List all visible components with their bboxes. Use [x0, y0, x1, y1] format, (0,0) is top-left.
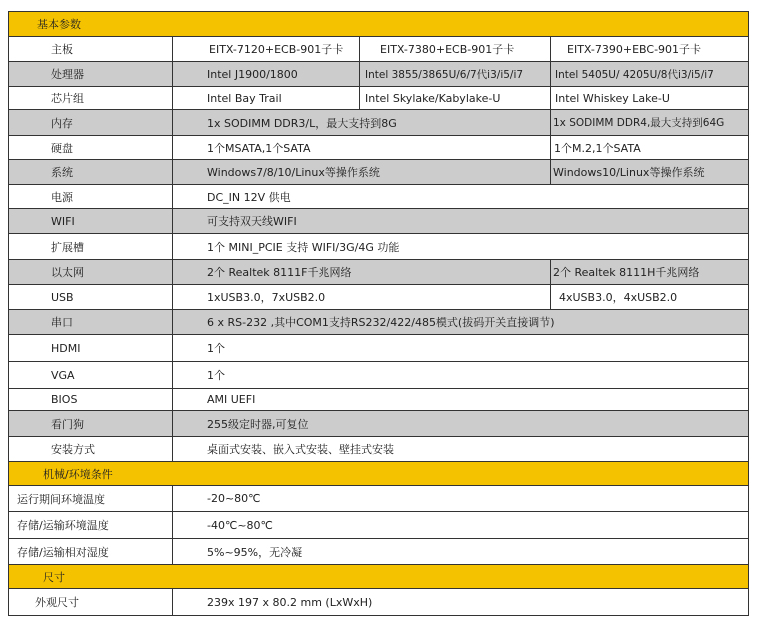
row-usb	[9, 285, 748, 310]
row-label: 扩展槽	[51, 240, 84, 254]
row-label: HDMI	[51, 341, 81, 355]
section-title: 尺寸	[43, 570, 65, 584]
row-label: 处理器	[51, 68, 84, 81]
row-label: 系统	[51, 166, 73, 179]
row-label: 电源	[51, 190, 73, 204]
cell-col1: AMI UEFI	[172, 389, 748, 410]
row-memory	[9, 110, 748, 136]
row-power	[9, 185, 748, 209]
cell-col2: Intel 3855/3865U/6/7代i3/i5/i7	[359, 62, 550, 86]
row-serial	[9, 310, 748, 335]
row-cpu	[9, 62, 748, 87]
row-board	[9, 37, 748, 62]
row-bios	[9, 389, 748, 411]
row-slot	[9, 234, 748, 260]
row-hdmi	[9, 335, 748, 362]
cell-col1: -20~80℃	[172, 486, 748, 511]
row-chipset	[9, 87, 748, 110]
cell-col1: -40℃~80℃	[172, 512, 748, 538]
row-label: 串口	[51, 316, 73, 329]
row-humidity	[9, 539, 748, 565]
cell-col1: 1x SODIMM DDR3/L，最大支持到8G	[172, 110, 550, 135]
row-label: WIFI	[51, 214, 75, 228]
row-disk	[9, 136, 748, 160]
row-watchdog	[9, 411, 748, 437]
cell-col1: 1个 MINI_PCIE 支持 WIFI/3G/4G 功能	[172, 234, 748, 259]
row-vga	[9, 362, 748, 389]
row-label: USB	[51, 290, 74, 304]
row-op-temp	[9, 486, 748, 512]
row-label: VGA	[51, 368, 75, 382]
section-title: 机械/环境条件	[43, 467, 113, 481]
section-header-size	[9, 565, 748, 589]
row-dimensions	[9, 589, 748, 615]
row-ethernet	[9, 260, 748, 285]
section-header-basic	[9, 12, 748, 37]
cell-col2: Intel Skylake/Kabylake-U	[359, 87, 550, 109]
cell-col3: EITX-7390+EBC-901子卡	[550, 37, 748, 61]
row-label: 以太网	[51, 266, 84, 279]
cell-col1: 239x 197 x 80.2 mm (LxWxH)	[172, 589, 748, 615]
row-label: 内存	[51, 116, 73, 130]
row-label: 主板	[51, 43, 73, 56]
cell-col1: EITX-7120+ECB-901子卡	[172, 37, 359, 61]
cell-col1: 可支持双天线WIFI	[172, 209, 748, 233]
row-storage-temp	[9, 512, 748, 539]
cell-col1: Intel J1900/1800	[172, 62, 359, 86]
cell-col1: 1个	[172, 335, 748, 361]
cell-col3: Intel Whiskey Lake-U	[550, 87, 748, 109]
row-label: 存储/运输环境温度	[17, 519, 109, 532]
cell-col1: 6 x RS-232 ,其中COM1支持RS232/422/485模式(拔码开关直接调节)	[172, 310, 748, 334]
section-title: 基本参数	[37, 18, 81, 31]
row-label: 安装方式	[51, 443, 95, 456]
row-os	[9, 160, 748, 185]
row-label: 运行期间环境温度	[17, 492, 105, 506]
cell-col3: 2个 Realtek 8111H千兆网络	[550, 260, 748, 284]
cell-col3: Intel 5405U/ 4205U/8代i3/i5/i7	[550, 62, 748, 86]
cell-col1: 1个MSATA,1个SATA	[172, 136, 550, 159]
cell-col3: 1个M.2,1个SATA	[550, 136, 748, 159]
row-wifi	[9, 209, 748, 234]
cell-col1: Windows7/8/10/Linux等操作系统	[172, 160, 550, 184]
spec-table	[8, 11, 749, 616]
cell-col1: 2个 Realtek 8111F千兆网络	[172, 260, 550, 284]
row-label: 存储/运输相对湿度	[17, 545, 109, 559]
row-label: 看门狗	[51, 417, 84, 431]
cell-col3: 1x SODIMM DDR4,最大支持到64G	[550, 110, 748, 135]
row-mount	[9, 437, 748, 462]
cell-col1: 1xUSB3.0，7xUSB2.0	[172, 285, 550, 309]
cell-col1: 桌面式安装、嵌入式安装、壁挂式安装	[172, 437, 748, 461]
cell-col3: 4xUSB3.0，4xUSB2.0	[550, 285, 748, 309]
cell-col1: 1个	[172, 362, 748, 388]
cell-col3: Windows10/Linux等操作系统	[550, 160, 748, 184]
section-header-env	[9, 462, 748, 486]
cell-col1: 255级定时器,可复位	[172, 411, 748, 436]
row-label: BIOS	[51, 393, 78, 406]
cell-col2: EITX-7380+ECB-901子卡	[359, 37, 550, 61]
row-label: 外观尺寸	[35, 596, 79, 609]
cell-col1: Intel Bay Trail	[172, 87, 359, 109]
cell-col1: DC_IN 12V 供电	[172, 185, 748, 208]
row-label: 芯片组	[51, 92, 84, 105]
row-label: 硬盘	[51, 141, 73, 155]
cell-col1: 5%~95%，无冷凝	[172, 539, 748, 564]
